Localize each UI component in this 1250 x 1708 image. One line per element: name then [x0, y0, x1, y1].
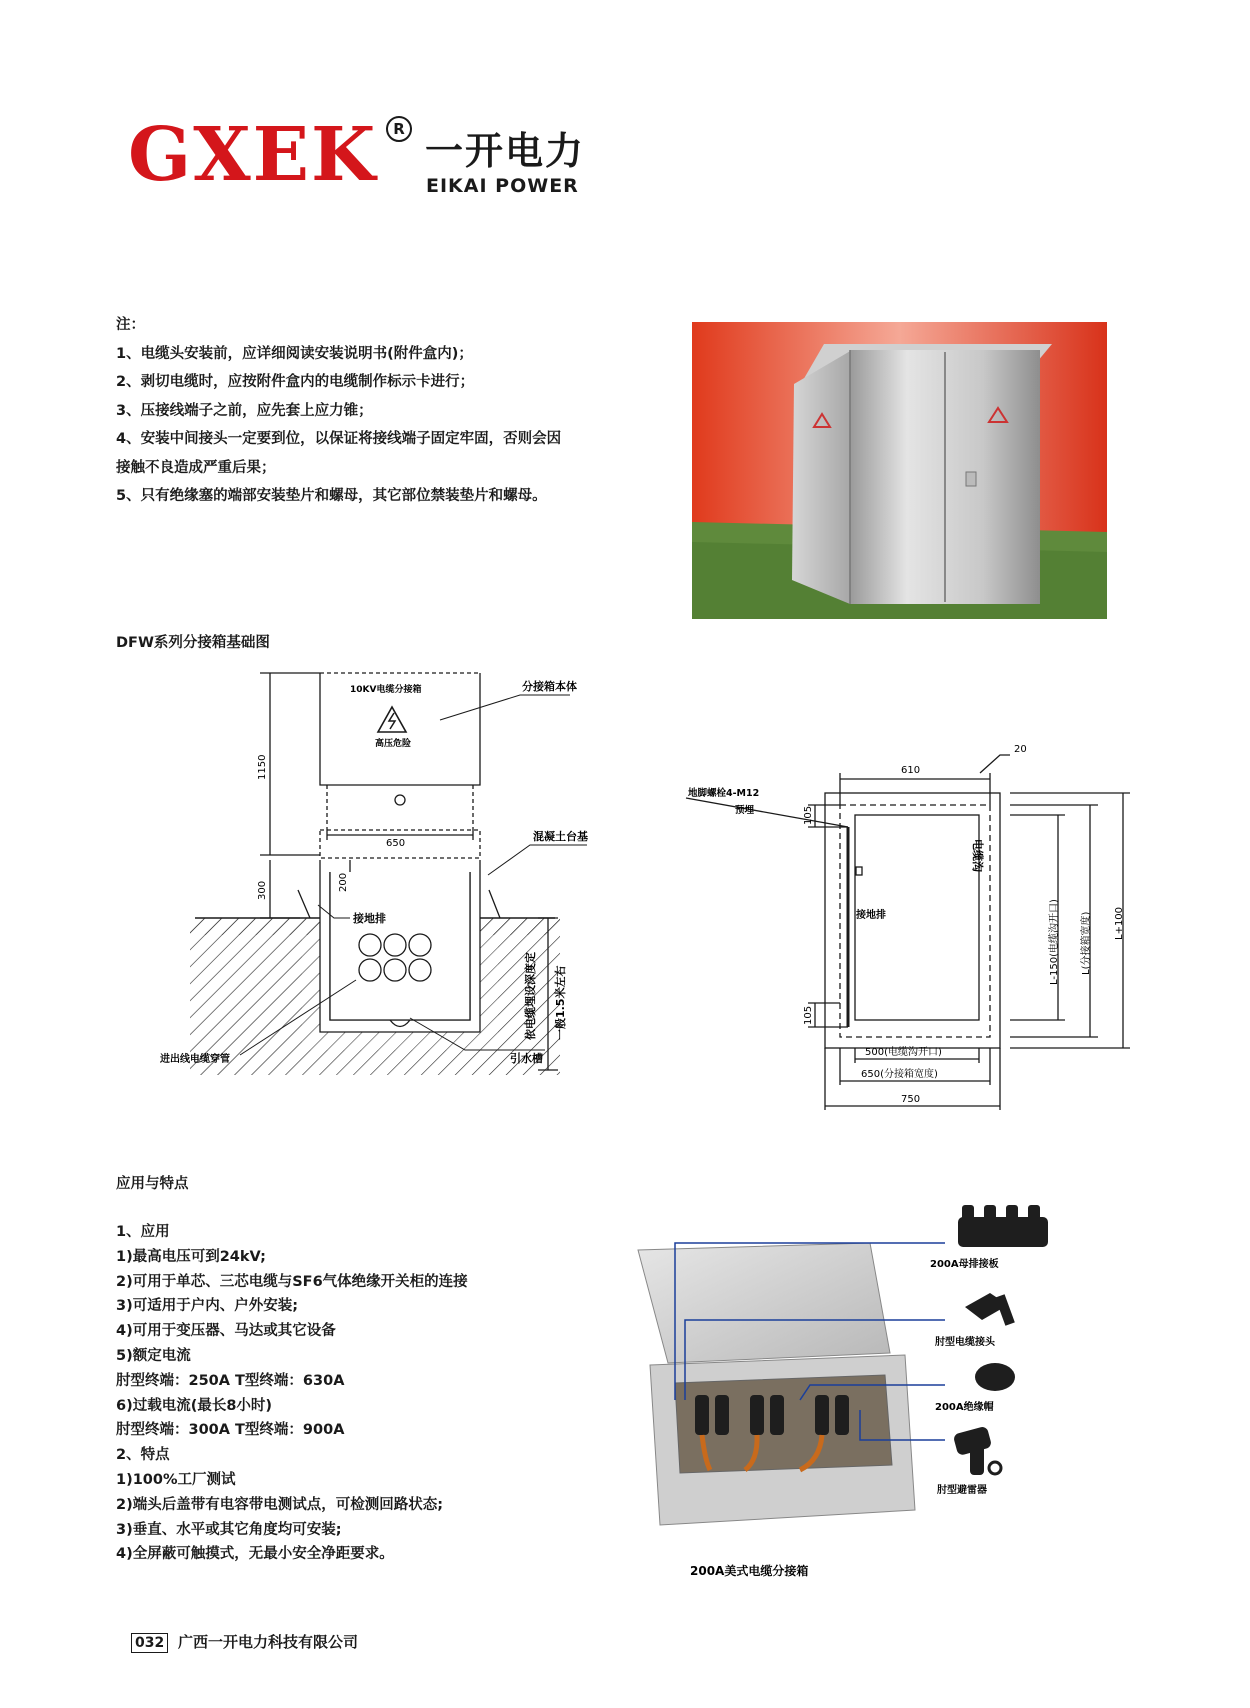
app-line: 4)全屏蔽可触摸式，无最小安全净距要求。 [116, 1546, 394, 1563]
app-line: 2、特点 [116, 1447, 170, 1464]
pipe-callout: 进出线电缆穿管 [160, 1054, 230, 1065]
part-label: 肘型避雷器 [937, 1485, 987, 1496]
dim-l-100: L+100 [1114, 906, 1125, 940]
dim-20: 20 [1014, 744, 1027, 755]
foundation-plan-drawing [680, 735, 1140, 1135]
application-title: 应用与特点 [116, 1176, 189, 1192]
anchor-bolt-sub: 预埋 [735, 805, 755, 816]
plan-ground-bar: 接地排 [856, 910, 886, 921]
notes-block [116, 311, 691, 511]
app-line: 1、应用 [116, 1224, 170, 1240]
dim-300: 300 [257, 880, 268, 900]
dim-l-150: L-150(电缆沟开口) [1049, 899, 1060, 985]
dim-500: 500(电缆沟开口) [865, 1047, 942, 1058]
company-name-cn: 一开电力 [425, 129, 586, 173]
depth-note: 一般1.5米左右 [554, 965, 567, 1040]
notes-title: 注： [116, 317, 145, 333]
app-line: 3)可适用于户内、户外安装; [116, 1298, 299, 1315]
cable-branch-box-illustration [630, 1205, 1080, 1590]
trench-label: 电缆沟 [971, 839, 984, 872]
application-list [116, 1220, 636, 1567]
app-line: 1)最高电压可到24kV; [116, 1248, 266, 1265]
app-line: 3)垂直、水平或其它角度均可安装; [116, 1521, 342, 1538]
note-item: 1、电缆头安装前，应详细阅读安装说明书(附件盒内)； [116, 345, 473, 362]
warning-icon [378, 707, 406, 732]
app-line: 4)可用于变压器、马达或其它设备 [116, 1323, 336, 1340]
drain-callout: 引水槽 [510, 1052, 543, 1065]
dim-650-width: 650(分接箱宽度) [861, 1069, 938, 1080]
foundation-title: DFW系列分接箱基础图 [116, 635, 270, 651]
note-item: 5、只有绝缘塞的端部安装垫片和螺母，其它部位禁装垫片和螺母。 [116, 488, 547, 504]
cabinet-label: 10KV电缆分接箱 [350, 685, 422, 695]
note-item: 2、剥切电缆时，应按附件盒内的电缆制作标示卡进行； [116, 374, 475, 390]
foundation-section-drawing [150, 650, 710, 1175]
app-line: 6)过载电流(最长8小时) [116, 1397, 273, 1414]
registered-mark-icon: R [386, 116, 412, 142]
dim-105-bottom: 105 [803, 1005, 814, 1025]
company-name-en: EIKAI POWER [426, 175, 579, 197]
app-line: 5)额定电流 [116, 1347, 191, 1364]
app-line: 肘型终端：250A T型终端：630A [116, 1372, 345, 1389]
app-line: 肘型终端：300A T型终端：900A [116, 1422, 345, 1439]
dim-1150: 1150 [257, 754, 268, 780]
dim-650: 650 [386, 838, 406, 849]
dim-750: 750 [901, 1094, 921, 1105]
note-item: 接触不良造成严重后果； [116, 459, 276, 476]
part-label: 200A母排接板 [930, 1259, 999, 1270]
app-line: 2)端头后盖带有电容带电测试点，可检测回路状态; [116, 1496, 444, 1513]
base-callout: 混凝土台基 [533, 830, 588, 843]
dim-200: 200 [338, 872, 349, 892]
dim-105-top: 105 [803, 805, 814, 825]
cabinet-photo [692, 322, 1107, 619]
body-callout: 分接箱本体 [522, 680, 577, 693]
part-label: 肘型电缆接头 [935, 1337, 995, 1348]
part-label: 200A绝缘帽 [935, 1402, 994, 1413]
dim-l: L(分接箱宽度) [1081, 911, 1092, 975]
warning-label: 高压危险 [375, 739, 412, 749]
page-number: 032 [131, 1633, 168, 1653]
product-caption: 200A美式电缆分接箱 [690, 1564, 809, 1578]
dim-610: 610 [901, 765, 921, 776]
app-line: 1)100%工厂测试 [116, 1471, 236, 1488]
depth-label: 依电缆埋设深度定 [524, 952, 537, 1040]
footer-company: 广西一开电力科技有限公司 [178, 1633, 359, 1651]
app-line: 2)可用于单芯、三芯电缆与SF6气体绝缘开关柜的连接 [116, 1273, 468, 1290]
brand-logo: GXEK [128, 112, 378, 198]
note-item: 3、压接线端子之前，应先套上应力锥； [116, 402, 373, 419]
note-item: 4、安装中间接头一定要到位，以保证将接线端子固定牢固，否则会因 [116, 431, 562, 447]
anchor-bolt-label: 地脚螺栓4-M12 [688, 788, 760, 799]
ground-bar-label: 接地排 [353, 912, 386, 925]
